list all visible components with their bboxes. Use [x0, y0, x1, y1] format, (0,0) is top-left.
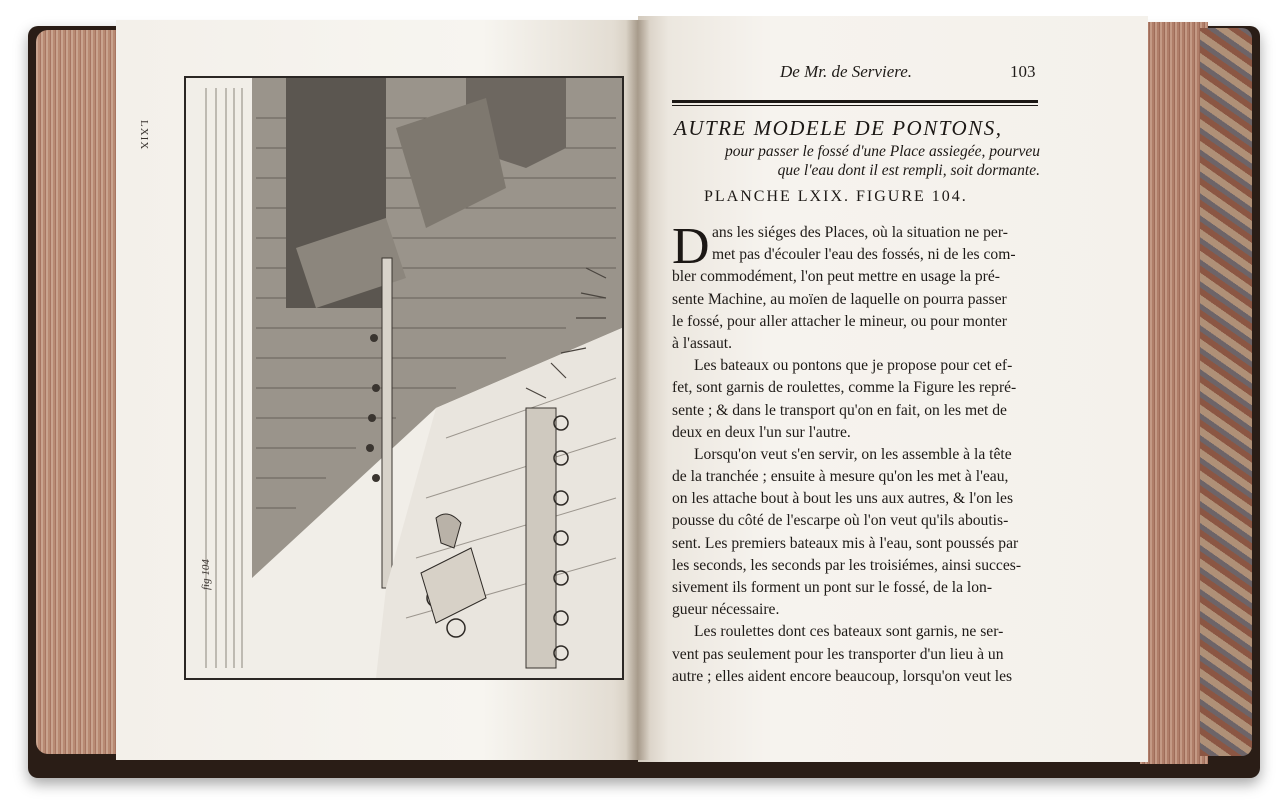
text-line: met pas d'écouler l'eau des fossés, ni de les com-: [712, 246, 1016, 264]
drop-cap: D: [672, 218, 710, 275]
header-rule: [672, 100, 1038, 103]
text-line: bler commodément, l'on peut mettre en usage la pré-: [672, 268, 1000, 286]
plate-number: LXIX: [138, 120, 150, 151]
plate-heading: PLANCHE LXIX. FIGURE 104.: [704, 188, 968, 205]
text-line: Lorsqu'on veut s'en servir, on les assemble à la tête: [694, 445, 1012, 463]
chapter-title: AUTRE MODELE DE PONTONS,: [674, 116, 1003, 140]
text-line: sent. Les premiers bateaux mis à l'eau, sont poussés par: [672, 534, 1019, 552]
text-line: sivement ils forment un pont sur le fossé, de la lon-: [672, 579, 993, 596]
engraving-illustration: [186, 78, 622, 678]
left-page-edges: [36, 30, 126, 754]
text-line: les seconds, les seconds par les troisiémes, ainsi succes-: [672, 556, 1022, 574]
text-line: Les roulettes dont ces bateaux sont garnis, ne ser-: [694, 623, 1004, 641]
text-line: sente ; & dans le transport qu'on en fait, on les met de: [672, 401, 1007, 419]
book-gutter: [626, 20, 650, 760]
text-line: vent pas seulement pour les transporter d'un lieu à un: [672, 645, 1004, 663]
right-page-edges: [1140, 22, 1208, 764]
pontoon-carts: [526, 408, 556, 668]
figure-label: fig 104: [200, 559, 212, 590]
subtitle-line: pour passer le fossé d'une Place assiegée, pourveu: [725, 143, 1040, 160]
text-line: on les attache bout à bout les uns aux autres, & l'on les: [672, 490, 1014, 508]
text-line: à l'assaut.: [672, 334, 732, 352]
text-line: ans les siéges des Places, où la situation ne per-: [712, 224, 1008, 241]
engraving-plate: [184, 76, 624, 680]
text-line: pousse du côté de l'escarpe où l'on veut qu'ils aboutis-: [672, 512, 1009, 530]
text-line: autre ; elles aident encore beaucoup, lorsqu'on veut les: [672, 667, 1013, 685]
page-number: 103: [1010, 62, 1036, 81]
text-line: gueur nécessaire.: [672, 601, 780, 619]
text-line: Les bateaux ou pontons que je propose pour cet ef-: [694, 357, 1013, 375]
pontoon-bridge: [382, 258, 392, 588]
marbled-endpaper: [1200, 28, 1252, 756]
subtitle-line: que l'eau dont il est rempli, soit dormante.: [777, 162, 1040, 179]
body-text: [672, 218, 1042, 688]
text-line: le fossé, pour aller attacher le mineur, ou pour monter: [672, 312, 1007, 330]
text-line: deux en deux l'un sur l'autre.: [672, 423, 851, 441]
text-line: de la tranchée ; ensuite à mesure qu'on les met à l'eau,: [672, 468, 1009, 486]
text-line: sente Machine, au moïen de laquelle on pourra passer: [672, 290, 1007, 308]
header-rule-thin: [672, 105, 1038, 106]
chapter-subtitle: [674, 142, 1040, 180]
running-head: De Mr. de Serviere.: [780, 62, 913, 81]
text-line: fet, sont garnis de roulettes, comme la Figure les repré-: [672, 379, 1017, 397]
